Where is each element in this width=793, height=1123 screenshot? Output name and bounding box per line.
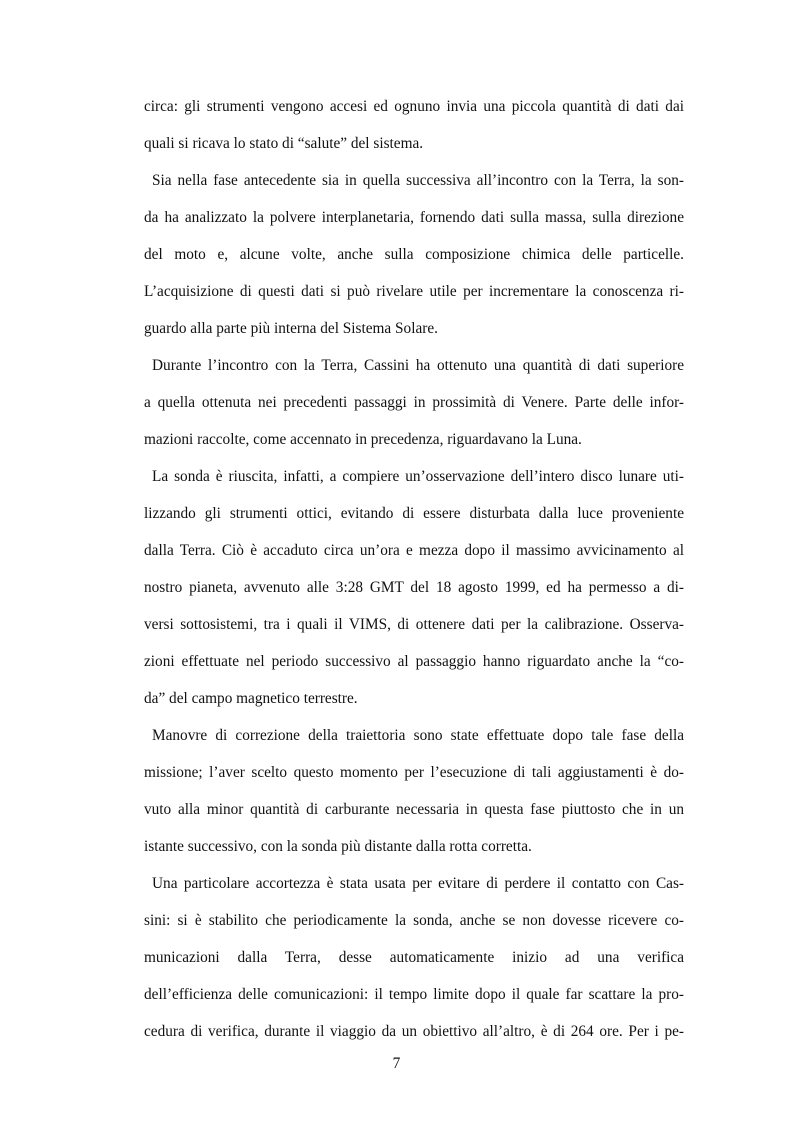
text-line: da ha analizzato la polvere interplanetaria, fornendo dati sulla massa, sulla direzione [144,209,684,226]
text-line: quali si ricava lo stato di “salute” del sistema. [144,135,424,152]
text-line: istante successivo, con la sonda più distante dalla rotta corretta. [144,838,532,855]
page-number: 7 [392,1055,401,1072]
text-line: cedura di verifica, durante il viaggio da un obiettivo all’altro, è di 264 ore. Per i pe- [144,1023,684,1040]
text-line: Durante l’incontro con la Terra, Cassini ha ottenuto una quantità di dati superiore [152,357,684,374]
text-line: Una particolare accortezza è stata usata per evitare di perdere il contatto con Cas- [152,875,684,892]
text-line: dell’efficienza delle comunicazioni: il tempo limite dopo il quale far scattare la pro- [144,986,684,1003]
text-line: sini: si è stabilito che periodicamente la sonda, anche se non dovesse ricevere co- [144,912,684,929]
text-line: circa: gli strumenti vengono accesi ed ognuno invia una piccola quantità di dati dai [144,98,684,115]
text-line: Sia nella fase antecedente sia in quella successiva all’incontro con la Terra, la son- [152,172,684,189]
text-line: Manovre di correzione della traiettoria sono state effettuate dopo tale fase della [152,727,684,744]
text-line: vuto alla minor quantità di carburante necessaria in questa fase piuttosto che in un [144,801,684,818]
text-line: nostro pianeta, avvenuto alle 3:28 GMT del 18 agosto 1999, ed ha permesso a di- [144,579,684,596]
body-text [144,88,684,1050]
text-line: L’acquisizione di questi dati si può rivelare utile per incrementare la conoscenza ri- [144,283,684,300]
text-line: da” del campo magnetico terrestre. [144,690,358,707]
text-line: dalla Terra. Ciò è accaduto circa un’ora e mezza dopo il massimo avvicinamento al [144,542,684,559]
text-line: del moto e, alcune volte, anche sulla composizione chimica delle particelle. [144,246,684,263]
text-line: La sonda è riuscita, infatti, a compiere un’osservazione dell’intero disco lunare uti- [152,468,684,485]
text-line: mazioni raccolte, come accennato in precedenza, riguardavano la Luna. [144,431,582,448]
text-line: versi sottosistemi, tra i quali il VIMS, di ottenere dati per la calibrazione. Osserva- [144,616,684,633]
text-line: lizzando gli strumenti ottici, evitando di essere disturbata dalla luce proveniente [144,505,684,522]
text-line: missione; l’aver scelto questo momento per l’esecuzione di tali aggiustamenti è do- [144,764,684,781]
text-line: guardo alla parte più interna del Sistema Solare. [144,320,438,337]
text-line: zioni effettuate nel periodo successivo al passaggio hanno riguardato anche la “co- [144,653,684,670]
text-line: a quella ottenuta nei precedenti passaggi in prossimità di Venere. Parte delle infor- [144,394,684,411]
text-line: municazioni dalla Terra, desse automaticamente inizio ad una verifica [144,949,684,966]
